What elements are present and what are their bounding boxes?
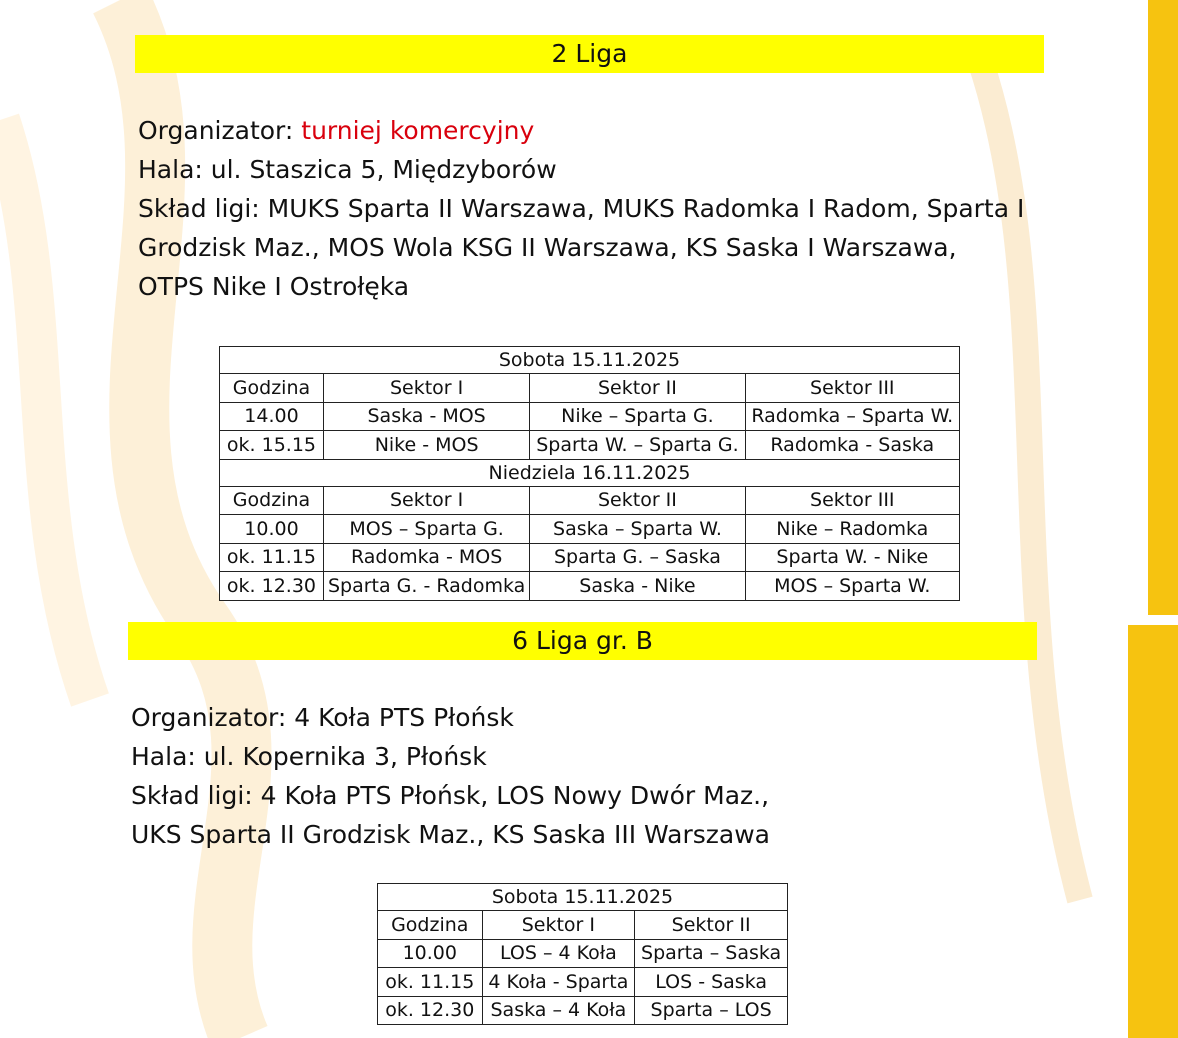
header-row (220, 486, 960, 515)
column-header: Sektor I (323, 486, 529, 515)
match-cell: Radomka - MOS (323, 543, 529, 572)
column-header: Sektor III (745, 486, 959, 515)
schedule-table-6-liga-gr-b (377, 883, 788, 1025)
teams-line: UKS Sparta II Grodzisk Maz., KS Saska III Warszawa (131, 820, 770, 849)
table-row (220, 431, 960, 460)
teams-line: OTPS Nike I Ostrołęka (138, 272, 410, 301)
header-row (378, 911, 788, 940)
organizer-value: turniej komercyjny (301, 116, 535, 145)
schedule-table-2-liga (219, 346, 960, 601)
day-label: Sobota 15.11.2025 (378, 884, 788, 911)
column-header: Godzina (220, 374, 324, 403)
column-header: Sektor II (530, 374, 745, 403)
table-row (378, 939, 788, 968)
organizer-line: Organizator: 4 Koła PTS Płońsk (131, 703, 514, 732)
day-row (378, 884, 788, 911)
match-cell: MOS – Sparta G. (323, 515, 529, 544)
match-cell: Sparta G. – Saska (530, 543, 745, 572)
match-cell: Sparta W. - Nike (745, 543, 959, 572)
match-cell: LOS – 4 Koła (482, 939, 635, 968)
match-cell: Nike – Radomka (745, 515, 959, 544)
match-cell: Sparta – LOS (635, 996, 788, 1025)
match-cell: LOS - Saska (635, 968, 788, 997)
organizer-label: Organizator: (138, 116, 294, 145)
match-cell: Saska - Nike (530, 572, 745, 601)
day-label: Sobota 15.11.2025 (220, 347, 960, 374)
match-cell: Saska – Sparta W. (530, 515, 745, 544)
column-header: Sektor III (745, 374, 959, 403)
column-header: Godzina (220, 486, 324, 515)
match-cell: 4 Koła - Sparta (482, 968, 635, 997)
match-cell: Radomka - Saska (745, 431, 959, 460)
match-cell: Radomka – Sparta W. (745, 402, 959, 431)
match-cell: Sparta G. - Radomka (323, 572, 529, 601)
time-cell: ok. 12.30 (220, 572, 324, 601)
right-decor-stripe-bottom (1128, 625, 1178, 1038)
section-title: 2 Liga (551, 39, 628, 68)
day-row (220, 347, 960, 374)
time-cell: ok. 11.15 (220, 543, 324, 572)
right-decor-stripe-top (1148, 0, 1178, 615)
teams-line: Grodzisk Maz., MOS Wola KSG II Warszawa, KS Saska I Warszawa, (138, 233, 957, 262)
column-header: Sektor I (323, 374, 529, 403)
organizer-line (138, 111, 1040, 150)
day-row (220, 459, 960, 486)
table-row (378, 968, 788, 997)
column-header: Sektor I (482, 911, 635, 940)
match-cell: Nike - MOS (323, 431, 529, 460)
time-cell: ok. 15.15 (220, 431, 324, 460)
time-cell: 10.00 (220, 515, 324, 544)
day-label: Niedziela 16.11.2025 (220, 459, 960, 486)
table-row (220, 543, 960, 572)
league-info-6-liga-gr-b (131, 698, 1031, 854)
match-cell: Sparta – Saska (635, 939, 788, 968)
column-header: Sektor II (635, 911, 788, 940)
match-cell: Nike – Sparta G. (530, 402, 745, 431)
table-row (220, 515, 960, 544)
section-title: 6 Liga gr. B (512, 626, 653, 655)
match-cell: MOS – Sparta W. (745, 572, 959, 601)
league-info-2-liga (138, 111, 1040, 306)
hall-line: Hala: ul. Staszica 5, Międzyborów (138, 155, 557, 184)
header-row (220, 374, 960, 403)
match-cell: Saska - MOS (323, 402, 529, 431)
time-cell: ok. 11.15 (378, 968, 483, 997)
teams-line: Skład ligi: 4 Koła PTS Płońsk, LOS Nowy Dwór Maz., (131, 781, 770, 810)
teams-line: Skład ligi: MUKS Sparta II Warszawa, MUKS Radomka I Radom, Sparta I (138, 194, 1025, 223)
table-row (378, 996, 788, 1025)
column-header: Sektor II (530, 486, 745, 515)
match-cell: Sparta W. – Sparta G. (530, 431, 745, 460)
section-banner-2-liga (135, 35, 1044, 73)
match-cell: Saska – 4 Koła (482, 996, 635, 1025)
time-cell: 10.00 (378, 939, 483, 968)
time-cell: ok. 12.30 (378, 996, 483, 1025)
column-header: Godzina (378, 911, 483, 940)
hall-line: Hala: ul. Kopernika 3, Płońsk (131, 742, 487, 771)
table-row (220, 572, 960, 601)
table-row (220, 402, 960, 431)
time-cell: 14.00 (220, 402, 324, 431)
section-banner-6-liga-gr-b (128, 622, 1037, 660)
